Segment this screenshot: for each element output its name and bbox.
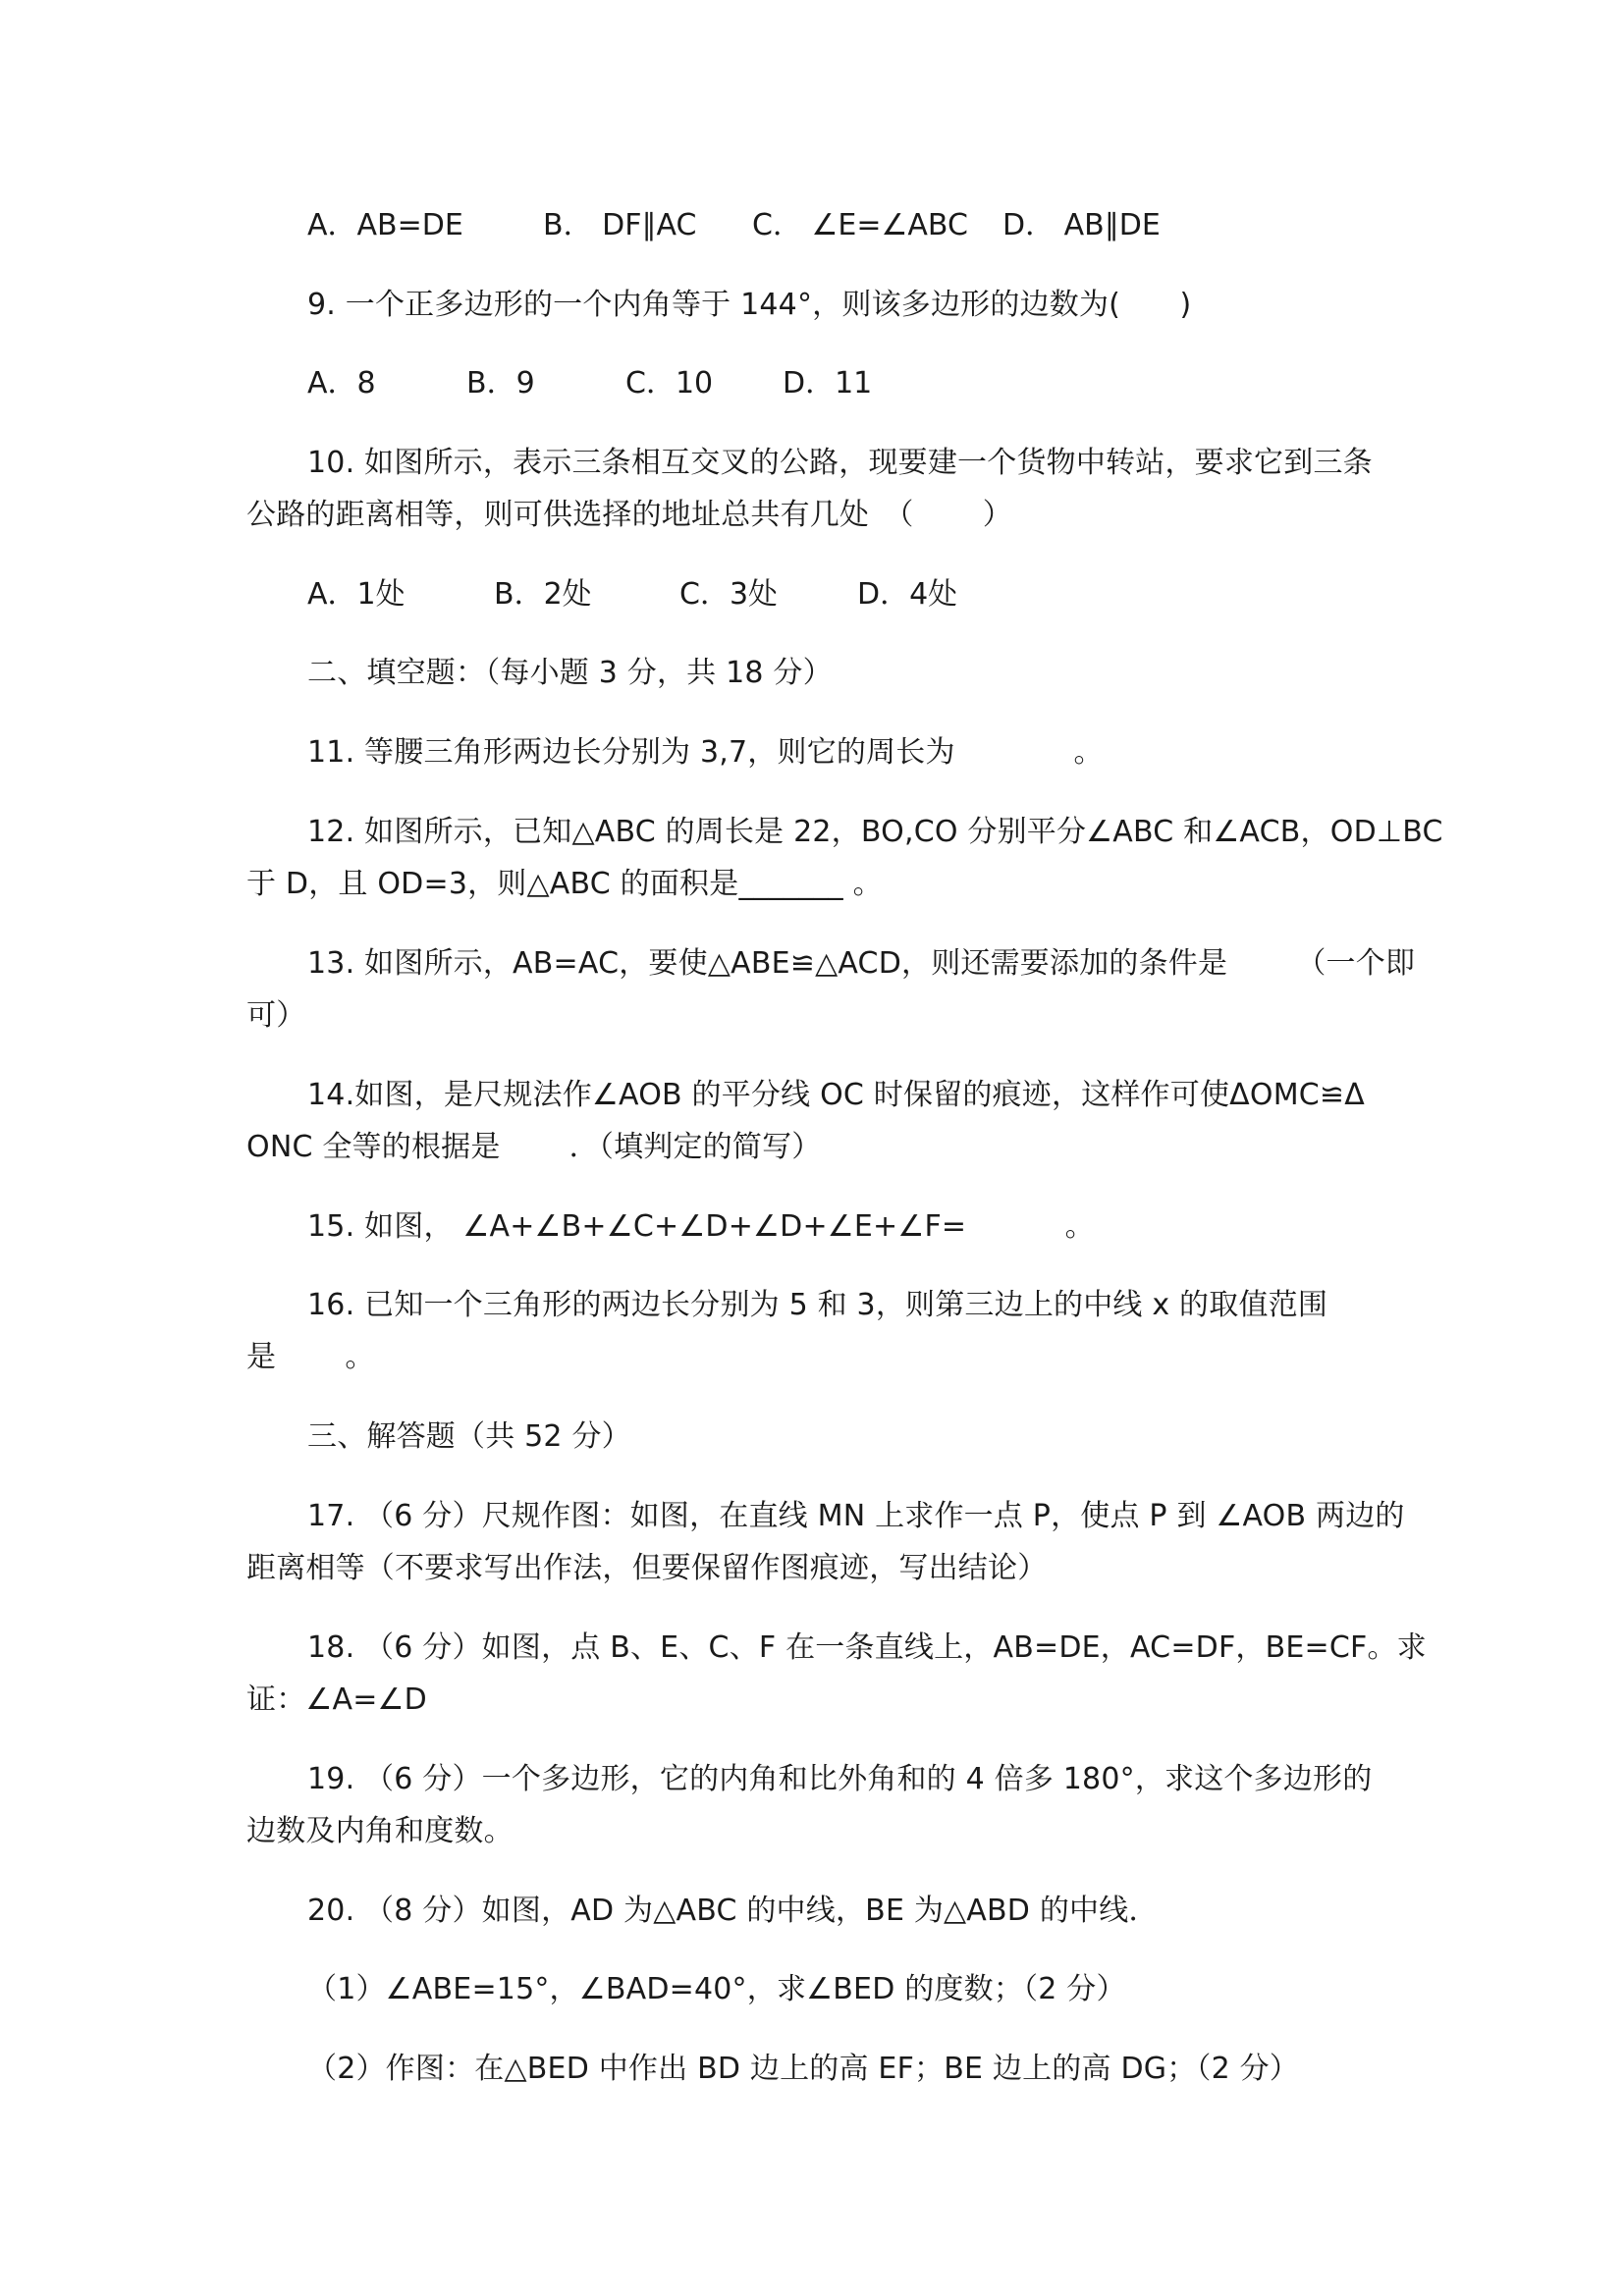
- q20-part-2: （2）作图：在△BED 中作出 BD 边上的高 EF；BE 边上的高 DG；（2 分）: [307, 2052, 1300, 2086]
- q12-line-2: 于 D，且 OD=3，则△ABC 的面积是_______ 。: [246, 867, 883, 901]
- q10-option-b: B．2处: [494, 577, 592, 612]
- q8-option-a: A．AB=DE: [307, 208, 463, 242]
- q19-line-1: 19. （6 分）一个多边形，它的内角和比外角和的 4 倍多 180°，求这个多边形的: [307, 1762, 1373, 1796]
- q14-line-1: 14.如图，是尺规法作∠AOB 的平分线 OC 时保留的痕迹，这样作可使ΔOMC≌Δ: [307, 1078, 1365, 1112]
- q10-line-2: 公路的距离相等，则可供选择的地址总共有几处 （ ）: [246, 498, 1012, 532]
- q12-line-1: 12. 如图所示，已知△ABC 的周长是 22，BO,CO 分别平分∠ABC 和∠ACB，OD⊥BC: [307, 815, 1443, 849]
- q16-line-2: 是 。: [246, 1340, 375, 1374]
- q8-option-d: D． AB∥DE: [1002, 208, 1161, 242]
- q19-line-2: 边数及内角和度数。: [246, 1814, 514, 1848]
- section-fill-in-heading: 二、填空题：（每小题 3 分，共 18 分）: [307, 656, 833, 690]
- q9-option-d: D．11: [783, 366, 873, 400]
- q18-line-1: 18. （6 分）如图，点 B、E、C、F 在一条直线上，AB=DE，AC=DF，BE=CF。求: [307, 1630, 1427, 1665]
- q15: 15. 如图， ∠A+∠B+∠C+∠D+∠D+∠E+∠F= 。: [307, 1209, 1095, 1244]
- q10-option-d: D．4处: [857, 577, 958, 612]
- q8-option-c: C． ∠E=∠ABC: [752, 208, 968, 242]
- q14-line-2: ONC 全等的根据是 ．（填判定的简写）: [246, 1130, 822, 1164]
- q9-option-b: B．9: [466, 366, 535, 400]
- q10-option-a: A．1处: [307, 577, 406, 612]
- q13-line-2: 可）: [246, 998, 306, 1033]
- q9-option-a: A．8: [307, 366, 376, 400]
- q9-stem: 9. 一个正多边形的一个内角等于 144°，则该多边形的边数为( ): [307, 288, 1192, 322]
- q10-option-c: C．3处: [679, 577, 779, 612]
- q18-line-2: 证：∠A=∠D: [246, 1682, 427, 1717]
- q17-line-2: 距离相等（不要求写出作法，但要保留作图痕迹，写出结论）: [246, 1551, 1048, 1585]
- q8-option-b: B． DF∥AC: [543, 208, 697, 242]
- q17-line-1: 17. （6 分）尺规作图：如图，在直线 MN 上求作一点 P，使点 P 到 ∠AOB 两边的: [307, 1499, 1405, 1533]
- q16-line-1: 16. 已知一个三角形的两边长分别为 5 和 3，则第三边上的中线 x 的取值范围: [307, 1288, 1328, 1322]
- q20-stem: 20. （8 分）如图，AD 为△ABC 的中线，BE 为△ABD 的中线．: [307, 1894, 1159, 1928]
- q13-line-1: 13. 如图所示，AB=AC，要使△ABE≌△ACD，则还需要添加的条件是 （一个即: [307, 946, 1416, 981]
- q20-part-1: （1）∠ABE=15°，∠BAD=40°，求∠BED 的度数；（2 分）: [307, 1972, 1126, 2006]
- q9-option-c: C．10: [625, 366, 714, 400]
- q11: 11. 等腰三角形两边长分别为 3,7，则它的周长为 。: [307, 735, 1104, 770]
- section-answer-heading: 三、解答题（共 52 分）: [307, 1419, 631, 1454]
- q10-line-1: 10. 如图所示，表示三条相互交叉的公路，现要建一个货物中转站，要求它到三条: [307, 446, 1373, 480]
